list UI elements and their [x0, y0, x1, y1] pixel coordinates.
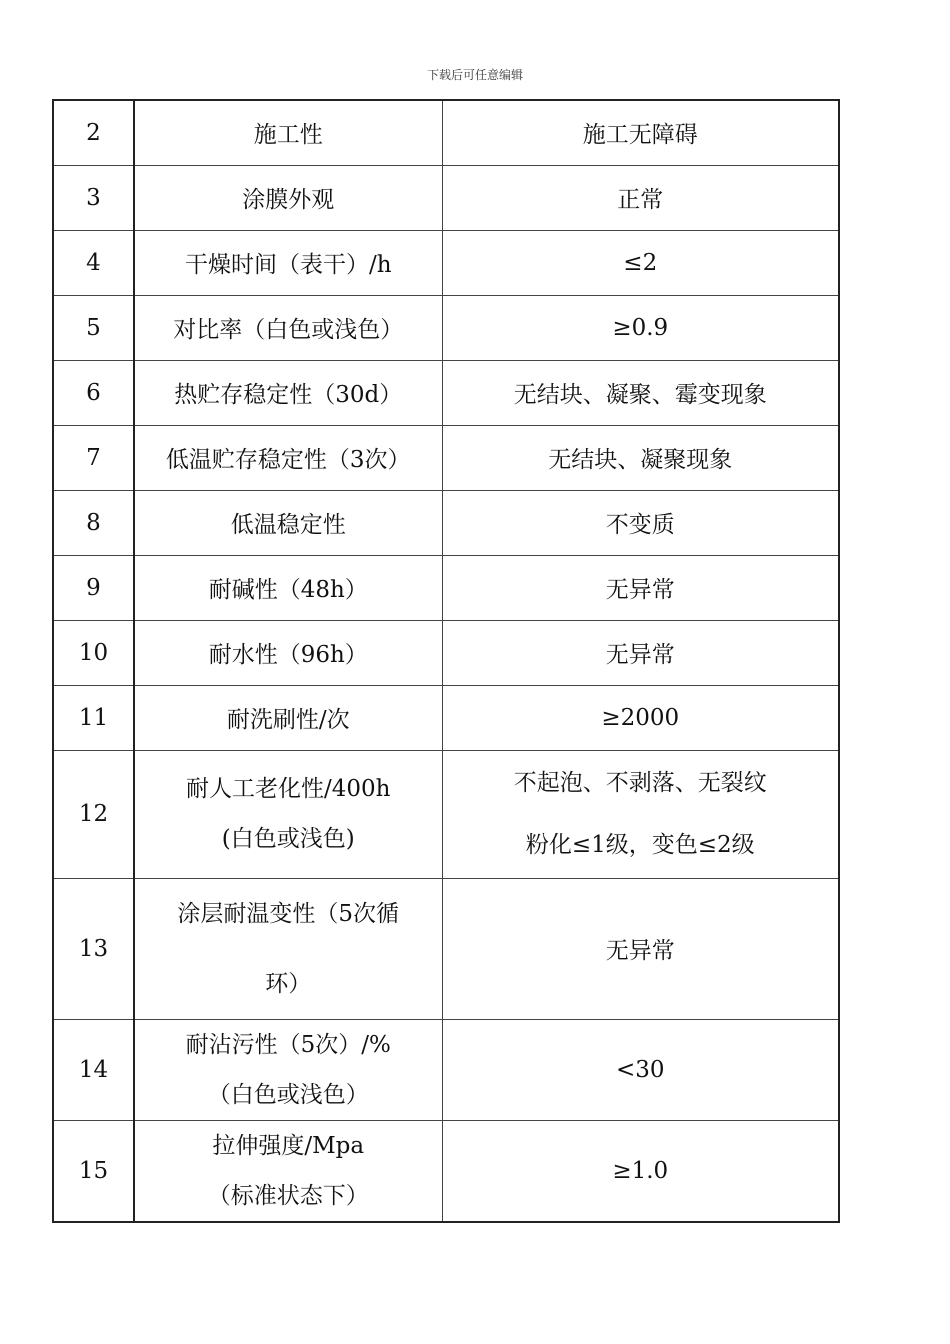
table-row	[53, 360, 839, 425]
standard-text: 无异常	[605, 577, 675, 603]
table-row	[53, 100, 839, 165]
row-number: 12	[53, 750, 134, 878]
item-cell	[134, 165, 442, 230]
table-row	[53, 425, 839, 490]
item-text: 涂膜外观	[242, 187, 335, 213]
item-cell	[134, 878, 442, 1019]
standard-cell	[442, 1019, 839, 1120]
row-number: 3	[53, 165, 134, 230]
standard-cell	[442, 555, 839, 620]
item-text: 耐水性（96h）	[208, 642, 368, 668]
standard-text: 正常	[617, 187, 664, 213]
table-row	[53, 1120, 839, 1222]
row-number: 11	[53, 685, 134, 750]
item-text: （白色或浅色）	[207, 1081, 369, 1108]
row-number: 9	[53, 555, 134, 620]
item-cell	[134, 490, 442, 555]
row-number: 15	[53, 1120, 134, 1222]
table-row	[53, 295, 839, 360]
item-cell	[134, 620, 442, 685]
standard-text: 无异常	[605, 642, 675, 668]
item-cell	[134, 685, 442, 750]
item-text: 干燥时间（表干）/h	[184, 252, 392, 278]
standard-cell	[442, 230, 839, 295]
row-number: 4	[53, 230, 134, 295]
row-number: 6	[53, 360, 134, 425]
standard-cell	[442, 360, 839, 425]
item-cell	[134, 360, 442, 425]
table-row	[53, 685, 839, 750]
standard-cell	[442, 490, 839, 555]
standard-cell	[442, 425, 839, 490]
standard-cell	[442, 685, 839, 750]
table-row	[53, 1019, 839, 1120]
standard-text: ≥2000	[601, 704, 680, 731]
item-cell	[134, 1019, 442, 1120]
table-row	[53, 878, 839, 1019]
row-number: 7	[53, 425, 134, 490]
item-cell	[134, 230, 442, 295]
item-text: 环）	[265, 970, 312, 997]
item-cell	[134, 100, 442, 165]
standard-text: 无异常	[605, 938, 675, 964]
standard-cell	[442, 1120, 839, 1222]
standard-text: ≤2	[623, 249, 658, 276]
table-row	[53, 620, 839, 685]
item-cell	[134, 425, 442, 490]
item-text: (白色或浅色)	[221, 826, 355, 852]
spec-table	[52, 99, 840, 1223]
item-text: 耐沾污性（5次）/%	[185, 1031, 391, 1058]
row-number: 10	[53, 620, 134, 685]
table-row	[53, 230, 839, 295]
item-cell	[134, 1120, 442, 1222]
standard-text: 无结块、凝聚、霉变现象	[513, 382, 767, 408]
item-text: 对比率（白色或浅色）	[173, 317, 404, 343]
item-text: 低温贮存稳定性（3次）	[165, 447, 411, 473]
standard-text: 无结块、凝聚现象	[548, 447, 733, 473]
standard-text: ≥0.9	[612, 314, 669, 341]
table-row	[53, 165, 839, 230]
item-text: 低温稳定性	[230, 512, 346, 538]
standard-cell	[442, 295, 839, 360]
item-text: 耐人工老化性/400h	[186, 776, 391, 802]
item-text: 耐洗刷性/次	[226, 707, 350, 733]
row-number: 5	[53, 295, 134, 360]
item-text: 热贮存稳定性（30d）	[174, 382, 403, 408]
standard-cell	[442, 620, 839, 685]
item-text: 涂层耐温变性（5次循	[177, 900, 400, 927]
table-row	[53, 555, 839, 620]
standard-text: 不变质	[605, 512, 675, 538]
item-cell	[134, 750, 442, 878]
standard-cell	[442, 750, 839, 878]
item-text: 拉伸强度/Mpa	[212, 1132, 365, 1159]
standard-text: 施工无障碍	[582, 122, 698, 149]
standard-text: 不起泡、不剥落、无裂纹	[513, 770, 767, 796]
row-number: 14	[53, 1019, 134, 1120]
row-number: 8	[53, 490, 134, 555]
item-text: 施工性	[253, 122, 323, 149]
standard-cell	[442, 100, 839, 165]
standard-text: <30	[615, 1056, 665, 1083]
item-cell	[134, 555, 442, 620]
standard-cell	[442, 878, 839, 1019]
table-row	[53, 490, 839, 555]
standard-cell	[442, 165, 839, 230]
standard-text: 粉化≤1级，变色≤2级	[525, 832, 755, 858]
row-number: 13	[53, 878, 134, 1019]
item-cell	[134, 295, 442, 360]
page-header-note: 下载后可任意编辑	[426, 68, 523, 82]
standard-text: ≥1.0	[612, 1157, 669, 1184]
item-text: （标准状态下）	[207, 1182, 369, 1209]
row-number: 2	[53, 100, 134, 165]
table-row	[53, 750, 839, 878]
item-text: 耐碱性（48h）	[208, 577, 368, 603]
